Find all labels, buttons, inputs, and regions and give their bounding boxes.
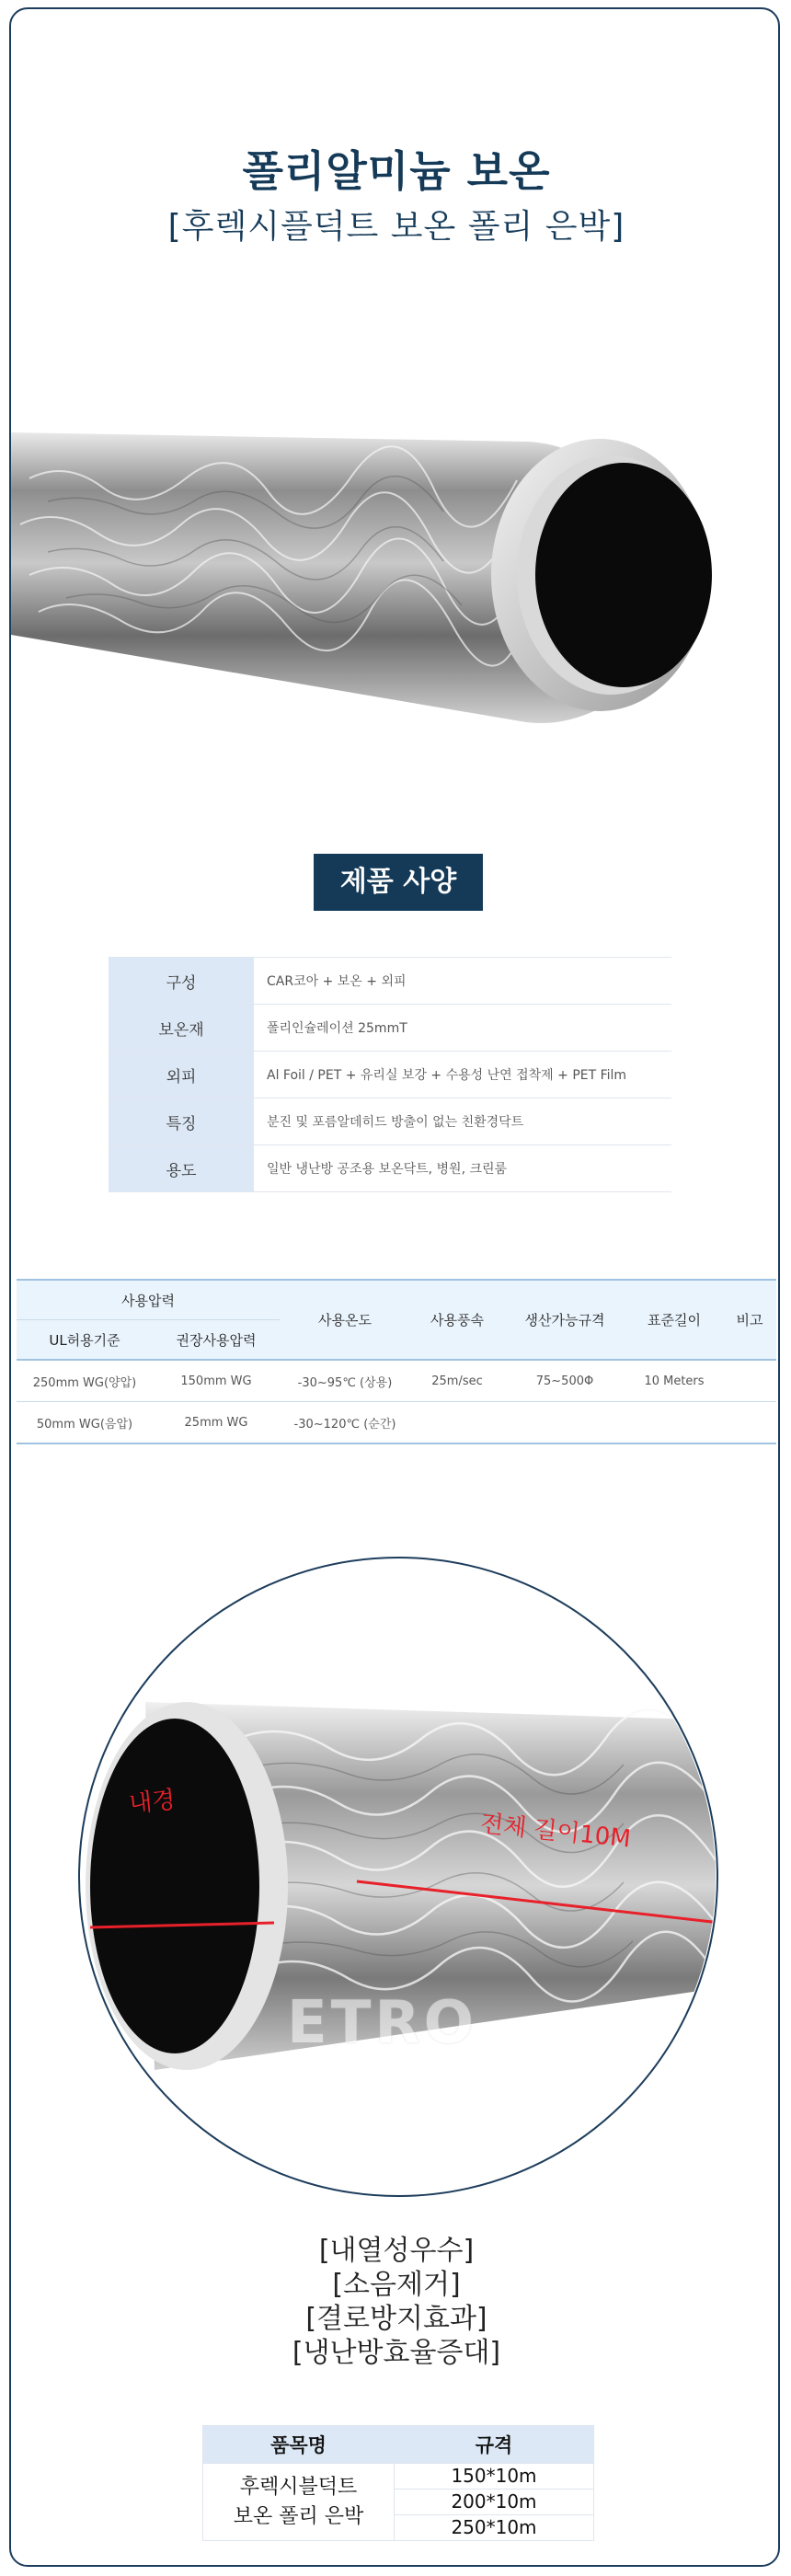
spec-value: CAR코아 + 보온 + 외피: [254, 958, 671, 1005]
table-cell: -30~95℃ (상용): [280, 1360, 410, 1402]
product-name-line: 보온 폴리 은박: [233, 2504, 364, 2528]
spec-label: 보온재: [109, 1005, 254, 1052]
total-length-label: 전체 길이10M: [478, 1810, 633, 1854]
table-row: [109, 1098, 671, 1145]
feature-list: [11, 2234, 780, 2370]
spec-value: 일반 냉난방 공조용 보온닥트, 병원, 크린룸: [254, 1145, 671, 1192]
feature-item: [내열성우수]: [318, 2235, 475, 2267]
column-header: 사용온도: [318, 1312, 372, 1328]
spec-section-badge: 제품 사양: [314, 854, 483, 911]
column-header: UL허용기준: [49, 1331, 120, 1349]
product-name-line: 후렉시블덕트: [239, 2475, 358, 2499]
spec-label: 외피: [109, 1052, 254, 1098]
feature-item: [냉난방효율증대]: [292, 2337, 501, 2369]
column-header: 비고: [736, 1312, 763, 1328]
spec-value: 분진 및 포름알데히드 방출이 없는 친환경닥트: [254, 1098, 671, 1145]
size-cell: 150*10m: [395, 2464, 594, 2490]
column-header: 규격: [395, 2426, 594, 2464]
column-header: 표준길이: [648, 1312, 701, 1328]
column-header: 권장사용압력: [176, 1331, 257, 1349]
table-cell: -30~120℃ (순간): [280, 1402, 410, 1444]
table-row: [109, 1052, 671, 1098]
table-cell: 75~500Φ: [504, 1360, 625, 1402]
duct-detail-image: [72, 1555, 725, 2199]
subtitle-wrap: [11, 201, 780, 247]
column-header: 품목명: [203, 2426, 395, 2464]
spec-label: 용도: [109, 1145, 254, 1192]
spec-table: [109, 957, 671, 1192]
table-cell: 250mm WG(양압): [17, 1360, 153, 1402]
size-table: [202, 2425, 594, 2541]
feature-item: [결로방지효과]: [305, 2303, 487, 2335]
pressure-table: [17, 1279, 776, 1444]
table-cell: [723, 1360, 776, 1402]
product-name-cell: [203, 2464, 395, 2541]
column-header: 사용풍속: [430, 1312, 484, 1328]
pressure-group-header: 사용압력: [17, 1280, 280, 1320]
column-header: 생산가능규격: [524, 1312, 605, 1328]
table-cell: [504, 1402, 625, 1444]
size-cell: 250*10m: [395, 2515, 594, 2541]
page-frame: [9, 7, 780, 2567]
spec-value: 폴리인슐레이션 25mmT: [254, 1005, 671, 1052]
table-row: [109, 1005, 671, 1052]
watermark-logo: ETRO: [287, 1989, 478, 2057]
table-cell: 25m/sec: [410, 1360, 504, 1402]
table-row: [203, 2464, 594, 2490]
feature-item: [소음제거]: [332, 2269, 461, 2301]
table-cell: [410, 1402, 504, 1444]
duct-hero-image: [11, 405, 780, 736]
table-row: [109, 1145, 671, 1192]
table-row: [109, 958, 671, 1005]
table-cell: 150mm WG: [153, 1360, 280, 1402]
inner-diameter-label: 내경: [127, 1786, 177, 1819]
table-cell: 10 Meters: [625, 1360, 723, 1402]
size-cell: 200*10m: [395, 2490, 594, 2515]
table-cell: [625, 1402, 723, 1444]
spec-label: 특징: [109, 1098, 254, 1145]
table-cell: 25mm WG: [153, 1402, 280, 1444]
table-header-row: [17, 1280, 776, 1320]
table-header-row: [203, 2426, 594, 2464]
table-row: [17, 1360, 776, 1402]
spec-value: Al Foil / PET + 유리실 보강 + 수용성 난연 접착제 + PET Film: [254, 1052, 671, 1098]
page-subtitle: [후렉시플덕트 보온 폴리 은박]: [161, 201, 633, 247]
table-row: [17, 1402, 776, 1444]
page-title: 폴리알미늄 보온: [242, 146, 551, 196]
table-cell: [723, 1402, 776, 1444]
spec-label: 구성: [109, 958, 254, 1005]
table-cell: 50mm WG(음압): [17, 1402, 153, 1444]
